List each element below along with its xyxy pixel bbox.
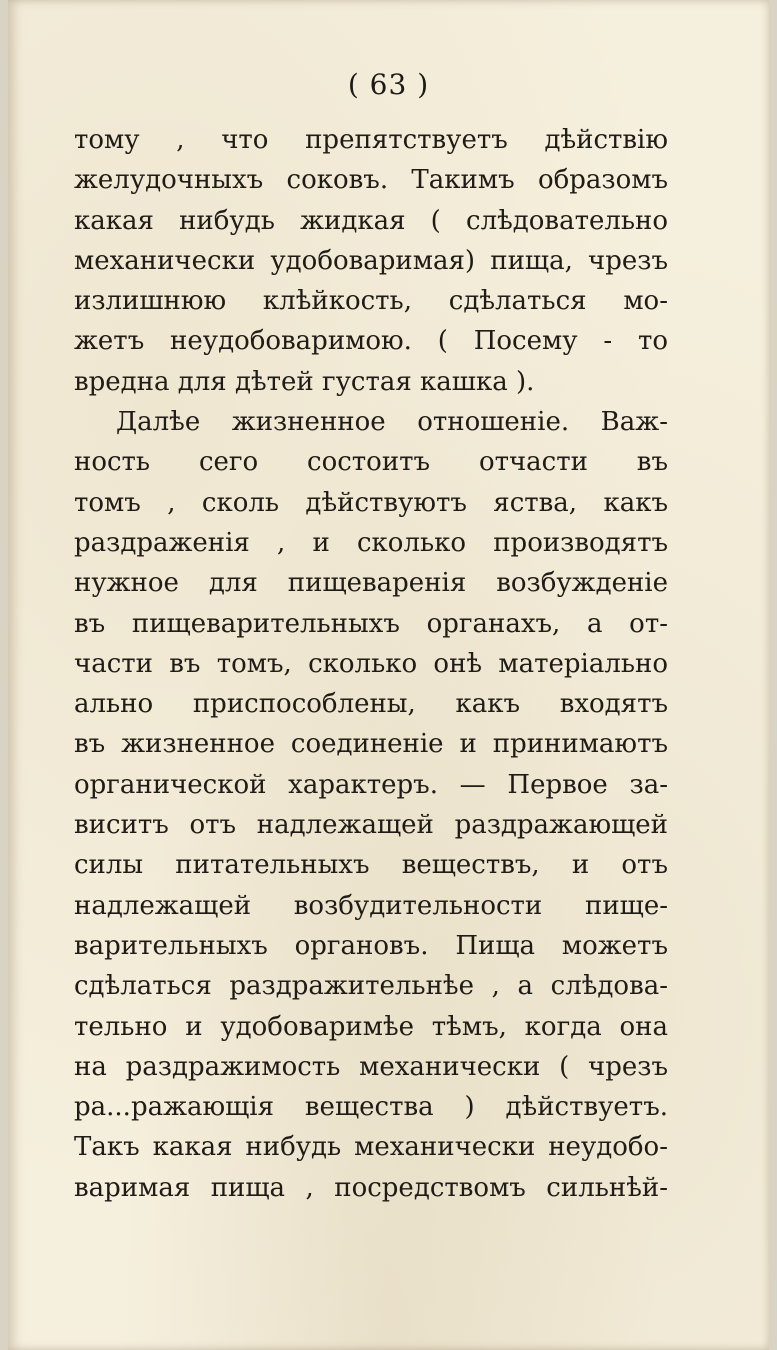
- text-line-6: жетъ неудобоваримою. ( Посему - то: [74, 326, 668, 357]
- text-line-3: какая нибудь жидкая ( слѣдовательно: [74, 205, 668, 236]
- text-line-4: механически удобоваримая) пища, чрезъ: [74, 245, 668, 276]
- text-line-20: надлежащей возбудительности пище-: [74, 890, 668, 921]
- text-line-12: нужное для пищеваренія возбужденіе: [74, 568, 668, 599]
- text-line-27: варимая пища , посредствомъ сильнѣй-: [74, 1172, 668, 1203]
- text-line-14: части въ томъ, сколько онѣ матеріально: [74, 648, 668, 679]
- text-line-2: желудочныхъ соковъ. Такимъ образомъ: [74, 165, 668, 196]
- text-line-25: ра...ражающія вещества ) дѣйствуетъ.: [74, 1092, 668, 1123]
- text-line-8: Далѣе жизненное отношеніе. Важ-: [116, 407, 668, 438]
- text-line-22: сдѣлаться раздражительнѣе , а слѣдова-: [74, 971, 668, 1002]
- text-line-16: въ жизненное соединеніе и принимаютъ: [74, 729, 668, 760]
- text-line-15: ально приспособлены, какъ входятъ: [74, 689, 668, 720]
- text-line-7: вредна для дѣтей густая кашка ).: [74, 366, 535, 397]
- text-line-11: раздраженія , и сколько производятъ: [74, 527, 668, 558]
- book-page: [8, 0, 769, 1350]
- text-line-19: силы питательныхъ веществъ, и отъ: [74, 850, 668, 881]
- text-line-24: на раздражимость механически ( чрезъ: [74, 1051, 668, 1082]
- text-line-13: въ пищеварительныхъ органахъ, а от-: [74, 608, 668, 639]
- text-line-9: ность сего состоитъ отчасти въ: [74, 447, 668, 478]
- text-line-21: варительныхъ органовъ. Пища можетъ: [74, 930, 668, 961]
- text-line-23: тельно и удобоваримѣе тѣмъ, когда она: [74, 1011, 668, 1042]
- text-line-18: виситъ отъ надлежащей раздражающей: [74, 810, 668, 841]
- text-line-5: излишнюю клѣйкость, сдѣлаться мо-: [74, 286, 668, 317]
- text-line-17: органической характеръ. — Первое за-: [74, 769, 668, 800]
- text-line-26: Такъ какая нибудь механически неудобо-: [74, 1132, 668, 1163]
- text-line-10: томъ , сколь дѣйствуютъ яства, какъ: [74, 487, 668, 518]
- body-text: [74, 120, 668, 1208]
- page-number: ( 63 ): [347, 68, 430, 101]
- text-line-1: тому , что препятствуетъ дѣйствію: [74, 125, 668, 155]
